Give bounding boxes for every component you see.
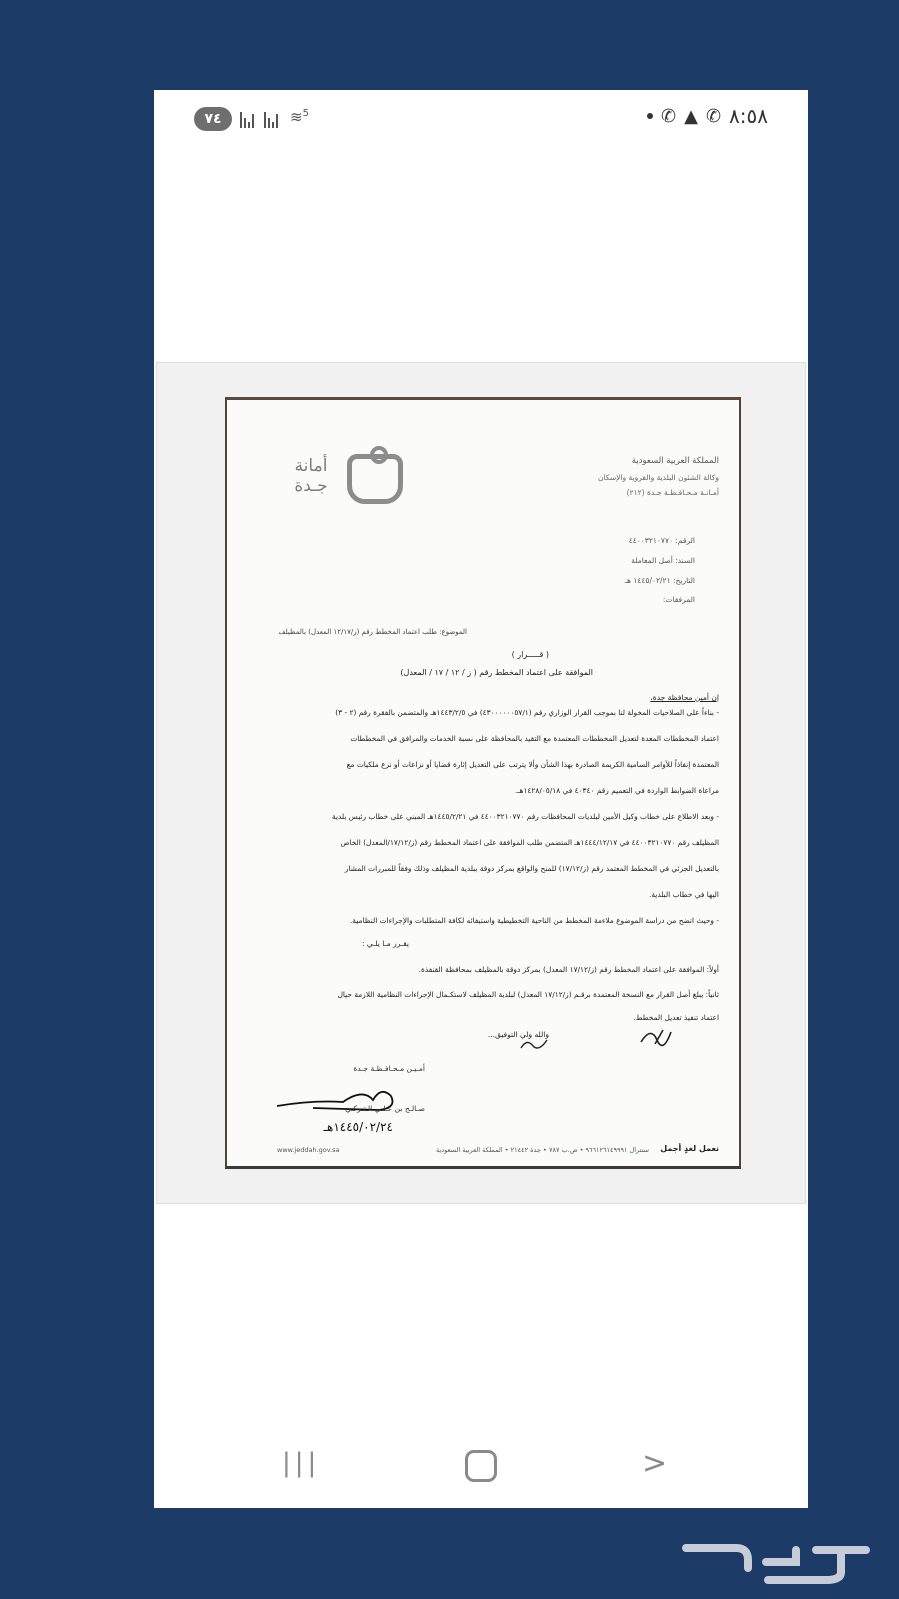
paragraph-line: - وحيث اتضح من دراسة الموضوع ملاءمة المخطط من الناحية التخطيطية واستيفائه لكافة المتطلبات والإجراءات النظامية. [349, 916, 719, 925]
paragraph-line: المظيلف رقم ٤٤٠٠٣٢١٠٧٧٠ في ١٤٤٤/١٢/١٧هـ المتضمن طلب الموافقة على اعتماد المخطط رقم (ز/١٧/١٢/المعدل) الخاص [340, 838, 719, 847]
initials-signature [637, 1022, 677, 1052]
footer-url: www.jeddah.gov.sa [277, 1146, 340, 1154]
warning-icon: ▲ [684, 105, 698, 127]
paragraph-line: اليها في خطاب البلدية. [648, 890, 719, 899]
signatory-name: صـالـح بن عـلـي الـتـركـي [345, 1104, 425, 1113]
back-button[interactable]: > [642, 1446, 668, 1481]
whatsapp-icon: ✆ [705, 105, 722, 127]
doc-number: الرقم: ٤٤٠٠٣٢١٠٧٧٠ [628, 536, 695, 545]
recent-apps-button[interactable]: ||| [282, 1448, 321, 1478]
home-button[interactable] [465, 1450, 497, 1482]
doc-subject-label: السند: أصل المعاملة [631, 556, 695, 565]
clock: ٨:٥٨ [729, 104, 768, 128]
logo-mark-icon [347, 454, 403, 504]
decides-heading: يقـرر مـا يلـي : [361, 939, 409, 948]
doc-attachments: المرفقات: [662, 595, 695, 604]
signatory-title: أمـيـن مـحـافـظـة جـدة [353, 1064, 425, 1073]
navigation-bar [154, 1436, 808, 1508]
status-bar [154, 90, 808, 146]
haraj-watermark [676, 1528, 876, 1588]
article-first: أولاً: الموافقة على اعتماد المخطط رقم (ز/١٧/١٢ المعدل) بمركز دوقة بالمظيلف بمحافظة القنفذة. [418, 965, 719, 974]
article-second: ثانياً: يبلغ أصل القرار مع النسخة المعتمدة برقـم (ز/١٧/١٢ المعدل) لبلدية المظيلف لاستكـمال الإجراءات النظامية اللازمة حيال [337, 990, 719, 999]
paragraph-line: بالتعديل الجزئي في المخطط المعتمد رقم (ز/١٧/١٢) للمنح والواقع بمركز دوقة ببلدية المظيلف وذلك وفقاً للمبررات المشار [344, 864, 719, 873]
addressee: إن أمين محافظة جدة، [650, 693, 719, 702]
decision-subtitle: الموافقة على اعتماد المخطط رقم ( ز / ١٢ / ١٧ / المعدل) [400, 668, 593, 677]
status-right [647, 104, 768, 128]
header-line-3: أمـانـة مـحـافـظـة جـدة (٢١٢) [626, 488, 719, 497]
footer-slogan: نعمل لغدٍ أجمل [660, 1144, 719, 1153]
document-scan [225, 397, 741, 1169]
subject-line: الموضوع: طلب اعتماد المخطط رقم (ز/١٢/١٧ المعدل) بالمظيلف [278, 628, 467, 636]
paragraph-line: المعتمدة إنفاذاً للأوامر السامية الكريمة الصادرة بهذا الشأن وألا يترتب على التعديل إثارة قضايا أو نزاعات أو نزع ملكيات مع [346, 760, 719, 769]
footer-contact: سنترال ٩٦٦١٢٦١٤٩٩٩١ • ص.ب ٧٨٧ • جدة ٢١٤٤٢ • المملكة العربية السعودية [435, 1146, 649, 1154]
doc-date: التاريخ: ١٤٤٥/٠٢/٢١ هـ [624, 576, 695, 585]
article-second-continued: اعتماد تنفيذ تعديل المخطط. [633, 1013, 719, 1022]
paragraph-line: - بناءاً على الصلاحيات المخولة لنا بموجب القرار الوزاري رقم (٤٣٠٠٠٠٠٠٥٧/١) في ١٤٤٣/٢/٥هـ والمتضمن بالفقرة رقم (٢ - ٣) [335, 708, 719, 717]
decision-title: ( قـــــرار ) [511, 650, 549, 659]
paragraph-line: مراعاة الضوابط الواردة في التعميم رقم ٤٠٣٤٠ في ١٤٢٨/٠٥/١٨هـ. [515, 786, 719, 795]
header-line-2: وكالة الشئون البلدية والقروية والإسكان [597, 473, 719, 482]
signal-icon [240, 110, 254, 128]
initials-signature [517, 1032, 553, 1056]
phone-screen [154, 90, 808, 1508]
paragraph-line: - وبعد الاطلاع على خطاب وكيل الأمين لبلديات المحافظات رقم ٤٤٠٠٣٢١٠٧٧٠ في ١٤٤٥/٢/٢١هـ المبني على خطاب رئيس بلدية [332, 812, 719, 821]
image-viewer[interactable] [156, 362, 806, 1204]
decision-body [247, 700, 719, 934]
paragraph-line: اعتماد المخططات المعدة لتعديل المخططات المعتمدة مع التقيد بالمحافظة على نسبة الخدمات والمرافق في المخططات [350, 734, 719, 743]
header-line-1: المملكة العربية السعودية [631, 456, 719, 466]
signature-date: ١٤٤٥/٠٢/٢٤هـ [323, 1120, 393, 1134]
jeddah-logo [279, 452, 409, 512]
signal-icon [264, 110, 278, 128]
whatsapp-business-icon: ✆ [661, 105, 677, 127]
closing-text: والله ولي التوفيق... [487, 1030, 549, 1039]
wifi-icon: ≋$^5$ [290, 108, 309, 126]
battery-indicator: ٧٤ [194, 107, 232, 131]
dot-icon [647, 113, 653, 119]
wifi-label: 5 [302, 108, 309, 119]
logo-text: أمانة جـدة [294, 456, 328, 496]
